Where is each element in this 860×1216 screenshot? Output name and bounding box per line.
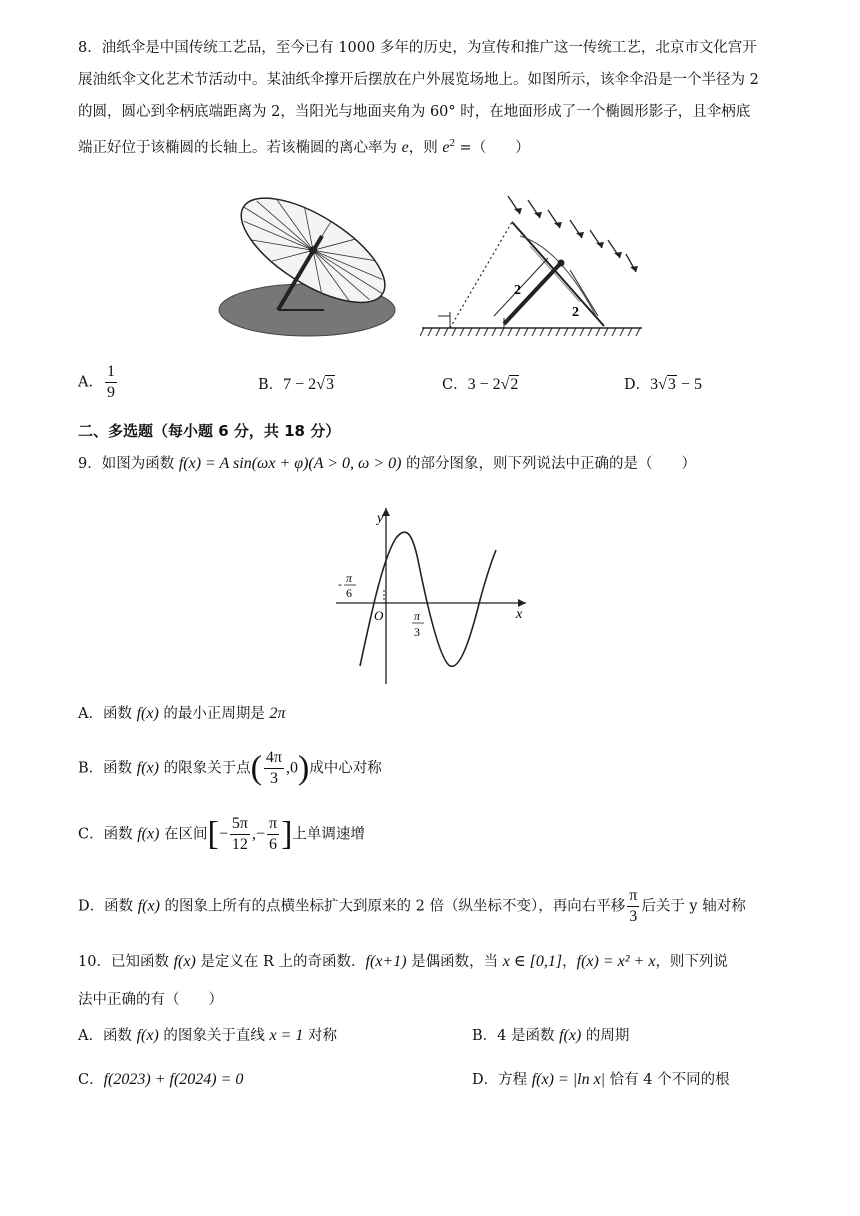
q9-option-d — [78, 886, 746, 927]
q9-option-a — [78, 702, 286, 723]
q10-option-c-text: C． — [78, 1072, 104, 1088]
q10-line-1 — [78, 950, 728, 971]
q9-option-b-fraction — [264, 748, 284, 789]
q9-option-b — [78, 748, 382, 789]
q8-option-d-pre: 3 — [650, 376, 659, 393]
q9-option-b-tail: 的限象关于点 — [158, 760, 251, 777]
q8-option-b-radicand: 3 — [325, 376, 334, 393]
q8-option-d — [624, 373, 702, 394]
q10-line-1-m1: f(x) — [173, 953, 196, 970]
q9-option-d-num: π — [627, 886, 639, 907]
tick-neg-pi-denominator: 6 — [346, 586, 352, 600]
section-heading: 二、多选题（每小题 6 分，共 18 分） — [78, 422, 341, 440]
q10-line-1-c: 是偶函数，当 — [406, 954, 503, 970]
q8-option-b-pre: 7 − 2 — [283, 376, 317, 393]
tick-pi-denominator: 3 — [414, 625, 420, 639]
q8-line-1: 8．油纸伞是中国传统工艺品，至今已有 1000 多年的历史，为宣传和推广这一传统工艺，北京市文化宫开 — [78, 40, 757, 56]
q9-option-a-value: 2π — [269, 705, 286, 722]
q9-option-c-comma: ,− — [251, 825, 265, 843]
q9-stem-math: f(x) = A sin(ωx + φ)(A > 0, ω > 0) — [178, 455, 402, 472]
q10-option-c-math: f(2023) + f(2024) = 0 — [103, 1071, 244, 1088]
q9-option-b-num: 4π — [264, 748, 284, 769]
q9-option-d-end: 后关于 y 轴对称 — [641, 898, 746, 915]
axis-x-label: x — [516, 607, 523, 622]
q9-option-b-end: 成中心对称 — [309, 760, 382, 777]
q9-option-c-den-1: 12 — [231, 836, 248, 853]
q9-option-c-math: f(x) — [137, 825, 160, 843]
q10-option-a-end: 对称 — [303, 1028, 338, 1044]
axis-y-label: y — [377, 511, 384, 526]
q9-stem-b: 的部分图象，则下列说法中正确的是（ ） — [401, 456, 697, 472]
tick-pi-numerator: π — [414, 609, 421, 623]
q10-option-a-text: A．函数 — [78, 1028, 137, 1044]
q8-option-c-radicand: 2 — [510, 376, 519, 393]
q8-option-a-fraction — [105, 362, 117, 403]
q9-option-d-tail: 的图象上所有的点横坐标扩大到原来的 2 倍（纵坐标不变），再向右平移 — [159, 898, 626, 915]
q10-line-1-e: ，则下列说 — [655, 954, 728, 970]
q8-option-b-radical-sign: √ — [316, 376, 325, 393]
q8-e2: e — [442, 139, 450, 156]
q8-option-d-letter: D． — [624, 377, 651, 393]
q10-line-1-b: 是定义在 R 上的奇函数． — [195, 954, 366, 970]
q8-option-b — [258, 373, 335, 394]
q10-option-d-end: 恰有 4 个不同的根 — [605, 1072, 730, 1088]
q8-option-a — [78, 362, 119, 403]
q9-stem — [78, 452, 696, 473]
q9-option-d-math: f(x) — [137, 897, 160, 915]
q10-option-d — [472, 1068, 730, 1089]
q8-line-4-end: =（ ） — [454, 140, 530, 156]
q8-line-4-text: 端正好位于该椭圆的长轴上。若该椭圆的离心率为 — [78, 140, 402, 156]
q9-option-b-den: 3 — [269, 770, 278, 787]
q9-option-d-text: D．函数 — [78, 898, 138, 915]
q9-option-c-text: C．函数 — [78, 826, 138, 843]
q8-e: e — [401, 139, 409, 156]
q9-option-b-zero: ,0 — [285, 759, 298, 777]
q9-option-c-right-bracket: ] — [281, 815, 293, 853]
q8-line-4-tail: ，则 — [408, 140, 443, 156]
q9-option-c-end: 上单调速增 — [292, 826, 365, 843]
q9-option-a-tail: 的最小正周期是 — [158, 706, 270, 722]
q10-option-a-tail: 的图象关于直线 — [158, 1028, 270, 1044]
q8-option-d-radicand: 3 — [667, 376, 676, 393]
q10-line-2: 法中正确的有（ ） — [78, 992, 223, 1008]
q8-option-d-post: − 5 — [676, 376, 702, 393]
q10-line-1-d: ， — [562, 954, 577, 970]
q9-option-c-left-bracket: [ — [207, 815, 219, 853]
q9-option-c-num-2: π — [267, 814, 279, 835]
q10-line-1-m2: f(x+1) — [365, 953, 407, 970]
q9-option-c-minus-1: − — [218, 825, 228, 843]
tick-minus-sign: - — [338, 577, 342, 591]
q9-option-c-den-2: 6 — [269, 836, 278, 853]
q9-option-c-fraction-1 — [230, 814, 250, 855]
q8-line-4 — [78, 136, 530, 157]
dimension-label-handle: 2 — [514, 283, 521, 298]
q10-option-a — [78, 1024, 337, 1045]
q9-option-b-right-paren: ) — [297, 749, 310, 787]
q10-line-1-m3: x ∈ [0,1] — [502, 953, 563, 970]
q9-option-c-fraction-2 — [267, 814, 279, 855]
q10-line-1-m4: f(x) = x² + x — [576, 953, 656, 970]
umbrella-photo-figure — [212, 192, 402, 342]
q9-option-c — [78, 814, 365, 855]
q8-option-c-letter: C． — [442, 377, 468, 393]
q10-option-b-text: B．4 是函数 — [472, 1028, 560, 1044]
q8-line-2: 展油纸伞文化艺术节活动中。某油纸伞撑开后摆放在户外展览场地上。如图所示，该伞伞沿是一个半径为 2 — [78, 72, 759, 88]
q9-option-c-tail: 在区间 — [159, 826, 208, 843]
q10-option-d-math: f(x) = |ln x| — [531, 1071, 606, 1088]
q8-option-c — [442, 373, 519, 394]
q9-option-d-den: 3 — [629, 908, 638, 925]
q8-option-c-pre: 3 − 2 — [467, 376, 501, 393]
q10-line-1-a: 10．已知函数 — [78, 954, 174, 970]
q10-option-a-m2: x = 1 — [269, 1027, 304, 1044]
q8-option-a-den: 9 — [106, 384, 115, 401]
q8-option-c-radical-sign: √ — [500, 376, 510, 393]
q10-option-b-math: f(x) — [559, 1027, 582, 1044]
q9-option-b-text: B．函数 — [78, 760, 137, 777]
q10-option-b-end: 的周期 — [581, 1028, 630, 1044]
q8-line-3: 的圆，圆心到伞柄底端距离为 2，当阳光与地面夹角为 60° 时，在地面形成了一个椭圆形影子，且伞柄底 — [78, 104, 751, 120]
q10-option-d-text: D．方程 — [472, 1072, 532, 1088]
origin-label: O — [374, 608, 384, 623]
tick-neg-pi-numerator: π — [346, 571, 353, 585]
q9-option-b-left-paren: ( — [250, 749, 262, 787]
q10-option-c — [78, 1068, 243, 1089]
dimension-label-radius: 2 — [572, 305, 579, 320]
q8-option-a-num: 1 — [105, 362, 117, 383]
q9-option-a-text: A．函数 — [78, 706, 137, 722]
q9-option-a-math: f(x) — [136, 705, 159, 722]
q8-option-d-radical-sign: √ — [658, 376, 667, 393]
q10-option-b — [472, 1024, 629, 1045]
q8-e2-sup: 2 — [449, 137, 455, 150]
q9-stem-a: 9．如图为函数 — [78, 456, 179, 472]
umbrella-shadow-diagram — [420, 192, 645, 344]
q9-option-c-num-1: 5π — [230, 814, 250, 835]
q10-option-a-math: f(x) — [136, 1027, 159, 1044]
q9-option-d-fraction — [627, 886, 639, 927]
q8-option-b-letter: B． — [258, 377, 284, 393]
sine-graph — [330, 500, 530, 690]
q8-option-a-letter: A． — [78, 374, 103, 391]
q9-option-b-math: f(x) — [136, 759, 159, 777]
